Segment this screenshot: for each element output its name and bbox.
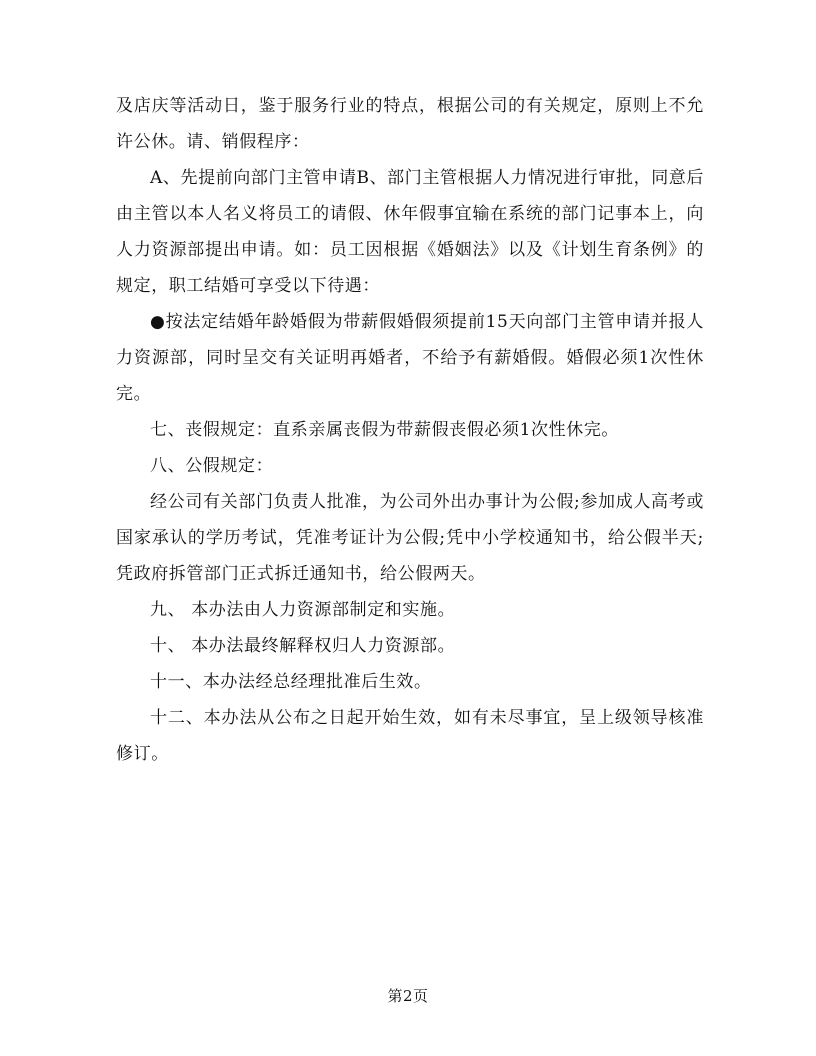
paragraph-continuation: 及店庆等活动日，鉴于服务行业的特点，根据公司的有关规定，原则上不允许公休。请、销假程序： xyxy=(116,96,704,152)
paragraph-article-nine: 九、 本办法由人力资源部制定和实施。 xyxy=(150,600,456,620)
paragraph-public-leave-rules: 经公司有关部门负责人批准，为公司外出办事计为公假;参加成人高考或国家承认的学历考试，凭准考证计为公假;凭中小学校通知书，给公假半天;凭政府拆管部门正式拆迁通知书，给公假两天。 xyxy=(116,492,704,584)
paragraph-bereavement-leave: 七、丧假规定：直系亲属丧假为带薪假丧假必须1次性休完。 xyxy=(150,420,620,440)
paragraph-leave-procedure: A、先提前向部门主管申请B、部门主管根据人力情况进行审批，同意后由主管以本人名义将员工的请假、休年假事宜输在系统的部门记事本上，向人力资源部提出申请。如：员工因根据《婚姻法》以及《计划生育条例》的规定，职工结婚可享受以下待遇： xyxy=(116,168,704,296)
paragraph-article-ten: 十、 本办法最终解释权归人力资源部。 xyxy=(150,636,456,656)
paragraph-public-leave-heading: 八、公假规定： xyxy=(150,456,274,476)
paragraph-article-eleven: 十一、本办法经总经理批准后生效。 xyxy=(150,672,432,692)
paragraph-article-twelve: 十二、本办法从公布之日起开始生效，如有未尽事宜，呈上级领导核准修订。 xyxy=(116,708,704,764)
paragraph-marriage-leave: ●按法定结婚年龄婚假为带薪假婚假须提前15天向部门主管申请并报人力资源部，同时呈交有关证明再婚者，不给予有薪婚假。婚假必须1次性休完。 xyxy=(116,312,704,404)
page-number: 第2页 xyxy=(387,987,429,1005)
document-body xyxy=(116,88,704,772)
